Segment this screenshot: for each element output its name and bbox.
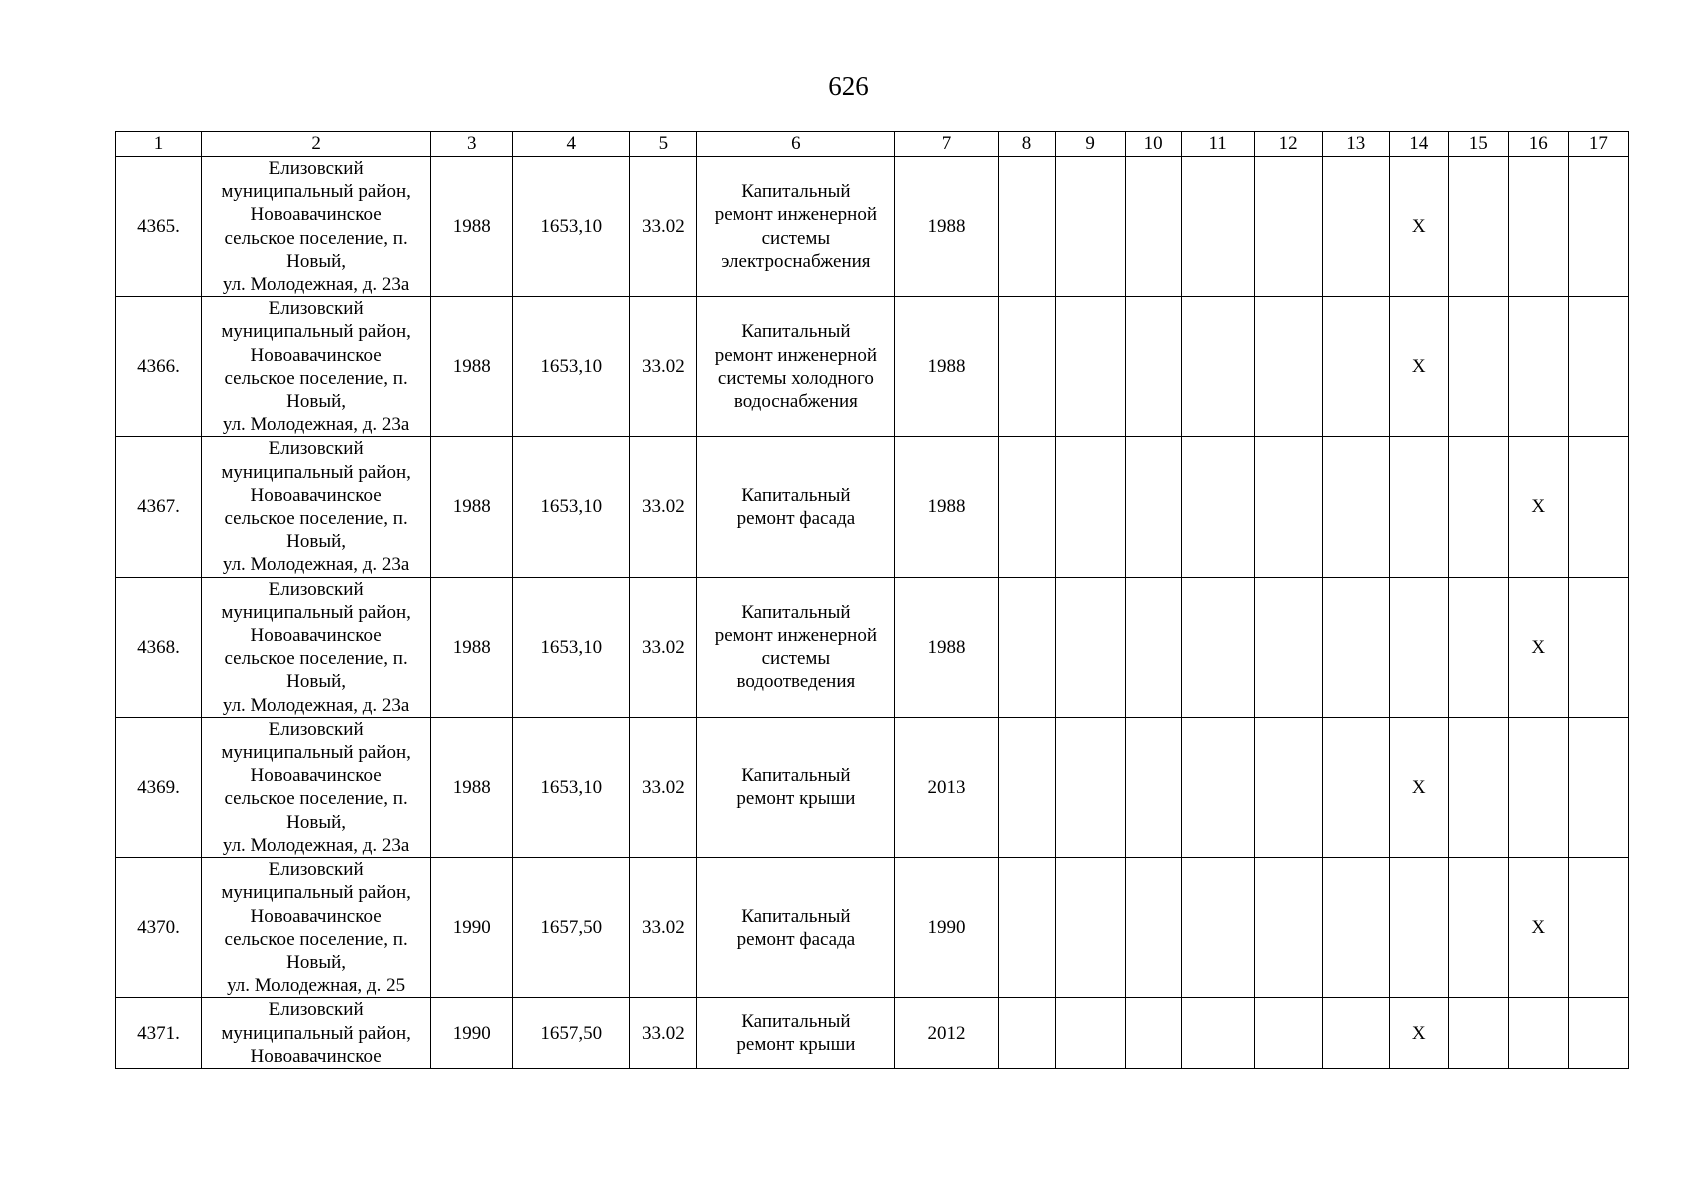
build-year-cell: 1988 <box>431 297 513 437</box>
period-col-17-cell <box>1568 297 1628 437</box>
code-cell: 33.02 <box>630 998 697 1069</box>
period-col-10-cell <box>1125 297 1181 437</box>
period-col-11-cell <box>1181 157 1254 297</box>
row-number: 4367. <box>116 437 202 577</box>
code-cell: 33.02 <box>630 437 697 577</box>
column-number-row <box>116 132 1629 157</box>
period-col-14-cell: X <box>1389 297 1448 437</box>
period-col-16-cell <box>1508 297 1568 437</box>
address-cell: Елизовский муниципальный район, Новоавачинское сельское поселение, п. Новый, ул. Молодежная, д. 25 <box>202 858 431 998</box>
period-col-10-cell <box>1125 577 1181 717</box>
period-col-13-cell <box>1322 297 1389 437</box>
last-repair-year-cell: 1988 <box>895 577 998 717</box>
period-col-14-cell <box>1389 437 1448 577</box>
period-col-17-cell <box>1568 717 1628 857</box>
address-cell: Елизовский муниципальный район, Новоавачинское сельское поселение, п. Новый, ул. Молодежная, д. 23а <box>202 437 431 577</box>
period-col-9-cell <box>1055 437 1125 577</box>
period-col-13-cell <box>1322 717 1389 857</box>
code-cell: 33.02 <box>630 858 697 998</box>
period-col-14-cell: X <box>1389 157 1448 297</box>
column-number-8: 8 <box>998 132 1055 157</box>
period-col-15-cell <box>1448 717 1508 857</box>
column-number-16: 16 <box>1508 132 1568 157</box>
column-number-11: 11 <box>1181 132 1254 157</box>
build-year-cell: 1990 <box>431 998 513 1069</box>
period-col-12-cell <box>1254 858 1322 998</box>
period-col-9-cell <box>1055 157 1125 297</box>
period-col-8-cell <box>998 577 1055 717</box>
column-number-2: 2 <box>202 132 431 157</box>
row-number: 4368. <box>116 577 202 717</box>
address-cell: Елизовский муниципальный район, Новоавачинское сельское поселение, п. Новый, ул. Молодежная, д. 23а <box>202 717 431 857</box>
column-number-14: 14 <box>1389 132 1448 157</box>
period-col-12-cell <box>1254 998 1322 1069</box>
work-type-cell: Капитальный ремонт инженерной системы холодного водоснабжения <box>697 297 895 437</box>
area-cell: 1657,50 <box>513 998 630 1069</box>
period-col-8-cell <box>998 998 1055 1069</box>
code-cell: 33.02 <box>630 297 697 437</box>
column-number-5: 5 <box>630 132 697 157</box>
address-cell: Елизовский муниципальный район, Новоавачинское сельское поселение, п. Новый, ул. Молодежная, д. 23а <box>202 297 431 437</box>
table-row <box>116 297 1629 437</box>
last-repair-year-cell: 1988 <box>895 157 998 297</box>
period-col-12-cell <box>1254 437 1322 577</box>
period-col-13-cell <box>1322 858 1389 998</box>
period-col-14-cell: X <box>1389 717 1448 857</box>
last-repair-year-cell: 2012 <box>895 998 998 1069</box>
page-number: 626 <box>828 71 869 101</box>
column-number-1: 1 <box>116 132 202 157</box>
period-col-8-cell <box>998 157 1055 297</box>
period-col-9-cell <box>1055 858 1125 998</box>
period-col-9-cell <box>1055 297 1125 437</box>
column-number-12: 12 <box>1254 132 1322 157</box>
area-cell: 1653,10 <box>513 717 630 857</box>
period-col-12-cell <box>1254 297 1322 437</box>
period-col-8-cell <box>998 297 1055 437</box>
period-col-9-cell <box>1055 998 1125 1069</box>
column-number-10: 10 <box>1125 132 1181 157</box>
column-number-3: 3 <box>431 132 513 157</box>
period-col-15-cell <box>1448 858 1508 998</box>
period-col-8-cell <box>998 437 1055 577</box>
column-number-7: 7 <box>895 132 998 157</box>
build-year-cell: 1988 <box>431 717 513 857</box>
period-col-10-cell <box>1125 717 1181 857</box>
address-cell: Елизовский муниципальный район, Новоавачинское сельское поселение, п. Новый, ул. Молодежная, д. 23а <box>202 157 431 297</box>
work-type-cell: Капитальный ремонт крыши <box>697 717 895 857</box>
period-col-15-cell <box>1448 998 1508 1069</box>
period-col-13-cell <box>1322 437 1389 577</box>
period-col-8-cell <box>998 717 1055 857</box>
code-cell: 33.02 <box>630 577 697 717</box>
period-col-13-cell <box>1322 157 1389 297</box>
code-cell: 33.02 <box>630 157 697 297</box>
table-body <box>116 157 1629 1069</box>
period-col-11-cell <box>1181 998 1254 1069</box>
table-row <box>116 858 1629 998</box>
last-repair-year-cell: 1988 <box>895 297 998 437</box>
period-col-17-cell <box>1568 577 1628 717</box>
period-col-12-cell <box>1254 717 1322 857</box>
table-row <box>116 577 1629 717</box>
column-number-9: 9 <box>1055 132 1125 157</box>
last-repair-year-cell: 1988 <box>895 437 998 577</box>
area-cell: 1653,10 <box>513 297 630 437</box>
period-col-17-cell <box>1568 858 1628 998</box>
work-type-cell: Капитальный ремонт инженерной системы электроснабжения <box>697 157 895 297</box>
period-col-17-cell <box>1568 437 1628 577</box>
period-col-16-cell <box>1508 998 1568 1069</box>
last-repair-year-cell: 1990 <box>895 858 998 998</box>
period-col-14-cell <box>1389 577 1448 717</box>
period-col-11-cell <box>1181 577 1254 717</box>
column-number-13: 13 <box>1322 132 1389 157</box>
period-col-14-cell <box>1389 858 1448 998</box>
period-col-15-cell <box>1448 157 1508 297</box>
column-number-4: 4 <box>513 132 630 157</box>
period-col-10-cell <box>1125 437 1181 577</box>
build-year-cell: 1988 <box>431 577 513 717</box>
address-cell: Елизовский муниципальный район, Новоавачинское сельское поселение, п. Новый, ул. Молодежная, д. 23а <box>202 577 431 717</box>
code-cell: 33.02 <box>630 717 697 857</box>
table-row <box>116 157 1629 297</box>
row-number: 4370. <box>116 858 202 998</box>
build-year-cell: 1990 <box>431 858 513 998</box>
area-cell: 1653,10 <box>513 437 630 577</box>
area-cell: 1657,50 <box>513 858 630 998</box>
build-year-cell: 1988 <box>431 437 513 577</box>
period-col-17-cell <box>1568 998 1628 1069</box>
period-col-15-cell <box>1448 297 1508 437</box>
period-col-8-cell <box>998 858 1055 998</box>
period-col-16-cell: X <box>1508 577 1568 717</box>
last-repair-year-cell: 2013 <box>895 717 998 857</box>
work-type-cell: Капитальный ремонт крыши <box>697 998 895 1069</box>
period-col-17-cell <box>1568 157 1628 297</box>
address-cell: Елизовский муниципальный район, Новоавачинское <box>202 998 431 1069</box>
period-col-11-cell <box>1181 717 1254 857</box>
period-col-11-cell <box>1181 297 1254 437</box>
area-cell: 1653,10 <box>513 577 630 717</box>
column-number-6: 6 <box>697 132 895 157</box>
period-col-10-cell <box>1125 157 1181 297</box>
area-cell: 1653,10 <box>513 157 630 297</box>
period-col-11-cell <box>1181 858 1254 998</box>
period-col-14-cell: X <box>1389 998 1448 1069</box>
row-number: 4365. <box>116 157 202 297</box>
work-type-cell: Капитальный ремонт фасада <box>697 437 895 577</box>
repair-registry-table <box>115 131 1629 1069</box>
period-col-12-cell <box>1254 157 1322 297</box>
work-type-cell: Капитальный ремонт инженерной системы водоотведения <box>697 577 895 717</box>
column-number-15: 15 <box>1448 132 1508 157</box>
period-col-15-cell <box>1448 577 1508 717</box>
row-number: 4366. <box>116 297 202 437</box>
period-col-16-cell: X <box>1508 437 1568 577</box>
work-type-cell: Капитальный ремонт фасада <box>697 858 895 998</box>
period-col-9-cell <box>1055 717 1125 857</box>
period-col-13-cell <box>1322 998 1389 1069</box>
period-col-9-cell <box>1055 577 1125 717</box>
period-col-11-cell <box>1181 437 1254 577</box>
period-col-10-cell <box>1125 998 1181 1069</box>
period-col-13-cell <box>1322 577 1389 717</box>
period-col-15-cell <box>1448 437 1508 577</box>
table-row <box>116 717 1629 857</box>
build-year-cell: 1988 <box>431 157 513 297</box>
row-number: 4369. <box>116 717 202 857</box>
row-number: 4371. <box>116 998 202 1069</box>
column-number-17: 17 <box>1568 132 1628 157</box>
period-col-12-cell <box>1254 577 1322 717</box>
table-row <box>116 998 1629 1069</box>
period-col-16-cell: X <box>1508 858 1568 998</box>
table-row <box>116 437 1629 577</box>
period-col-10-cell <box>1125 858 1181 998</box>
period-col-16-cell <box>1508 717 1568 857</box>
period-col-16-cell <box>1508 157 1568 297</box>
